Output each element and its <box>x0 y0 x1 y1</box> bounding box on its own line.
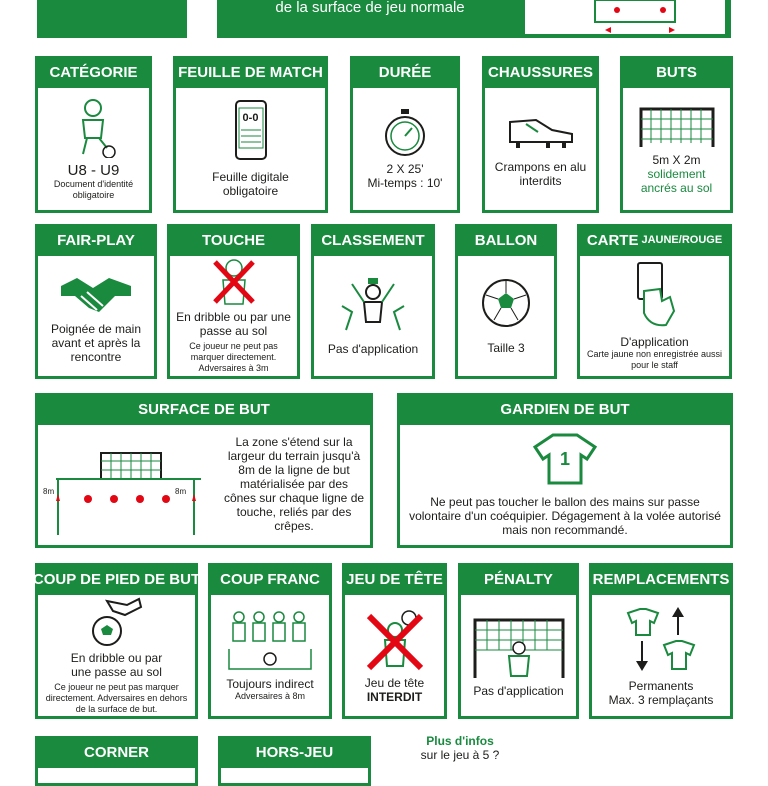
right-distance-label: 8m <box>175 487 187 496</box>
top-banner-text: de la surface de jeu normale <box>275 0 465 16</box>
classement-text: Pas d'application <box>327 342 419 356</box>
card-title: SURFACE DE BUT <box>35 393 373 425</box>
card-chaussures <box>482 56 599 213</box>
card-title: COUP DE PIED DE BUT <box>35 563 198 595</box>
handshake-icon <box>59 268 133 318</box>
gardien-text: Ne peut pas toucher le ballon des mains sur passe volontaire d'un coéquipier. Dégagement à la volée autorisé mais non recommandé. <box>409 495 721 537</box>
card-title: TOUCHE <box>167 224 300 256</box>
card-feuille-de-match <box>173 56 328 213</box>
card-classement <box>311 224 435 379</box>
hand-card-icon <box>630 261 680 331</box>
card-coup-franc <box>208 563 332 719</box>
buts-note: solidement ancrés au sol <box>640 167 713 195</box>
card-title: JEU DE TÊTE <box>342 563 447 595</box>
card-surface-de-but <box>35 393 373 548</box>
card-fair-play <box>35 224 157 379</box>
card-duree <box>350 56 460 213</box>
card-title: HORS-JEU <box>218 736 371 768</box>
card-title: BUTS <box>620 56 733 88</box>
surface-text: La zone s'étend sur la largeur du terrain jusqu'à 8m de la ligne de but matérialisée par des cônes sur chaque ligne de touche, reliés par des crêpes. <box>223 435 365 533</box>
football-icon <box>480 277 532 329</box>
card-buts <box>620 56 733 213</box>
carte-text: D'application <box>620 335 689 349</box>
football-boot-icon <box>506 110 576 150</box>
carte-title-small: JAUNE/ROUGE <box>641 234 723 246</box>
penalty-text: Pas d'application <box>473 683 564 698</box>
coup-franc-text: Toujours indirect <box>226 677 314 691</box>
goalkeeper-in-goal-icon <box>471 614 567 680</box>
throw-in-forbidden-icon <box>209 258 259 306</box>
remplacements-note: Max. 3 remplaçants <box>608 692 714 707</box>
field-icon <box>525 0 725 34</box>
carte-note: Carte jaune non enregistrée aussi pour le staff <box>586 349 723 370</box>
card-title: CATÉGORIE <box>35 56 152 88</box>
card-ballon <box>455 224 557 379</box>
ballon-text: Taille 3 <box>487 341 525 355</box>
more-info-subtitle: sur le jeu à 5 ? <box>420 748 500 762</box>
card-penalty <box>458 563 579 719</box>
card-gardien-de-but <box>397 393 733 548</box>
goalkeeper-jersey-icon <box>533 433 597 485</box>
card-carte <box>577 224 732 379</box>
duree-line1: 2 X 25' <box>386 162 424 176</box>
card-hors-jeu <box>218 736 371 786</box>
card-coup-de-pied-de-but <box>32 563 201 719</box>
player-kicking-icon <box>69 98 119 158</box>
buts-size: 5m X 2m <box>652 153 701 167</box>
categorie-value: U8 - U9 <box>67 161 120 179</box>
card-title: FAIR-PLAY <box>35 224 157 256</box>
card-corner <box>35 736 198 786</box>
field-diagram-partial <box>525 0 725 34</box>
jersey-number: 1 <box>559 449 570 469</box>
celebrating-team-icon <box>338 276 408 338</box>
card-title: CLASSEMENT <box>311 224 435 256</box>
goal-net-icon <box>637 103 717 149</box>
card-title: PÉNALTY <box>458 563 579 595</box>
goal-area-diagram-icon <box>46 451 226 541</box>
card-touche <box>167 224 300 379</box>
touche-text: En dribble ou par une passe au sol <box>176 310 291 338</box>
smartphone-icon <box>235 100 267 160</box>
screen-score: 0-0 <box>242 112 259 124</box>
left-distance-label: 8m <box>43 487 55 496</box>
card-title: CORNER <box>35 736 198 768</box>
more-info[interactable] <box>400 734 520 762</box>
goal-kick-note: Ce joueur ne peut pas marquer directement. Adversaires en dehors de la surface de but. <box>45 681 188 714</box>
top-banner <box>217 0 731 38</box>
card-title: DURÉE <box>350 56 460 88</box>
duree-line2: Mi-temps : 10' <box>367 176 443 190</box>
remplacements-text: Permanents <box>628 678 694 693</box>
card-categorie <box>35 56 152 213</box>
card-title: BALLON <box>455 224 557 256</box>
coup-franc-note: Adversaires à 8m <box>234 691 306 701</box>
card-jeu-de-tete <box>342 563 447 719</box>
card-remplacements <box>589 563 733 719</box>
header-forbidden-icon <box>361 608 429 672</box>
jeu-de-tete-text: Jeu de tête <box>364 675 425 690</box>
card-title: COUP FRANC <box>208 563 332 595</box>
fair-play-text: Poignée de main avant et après la rencontre <box>50 322 142 364</box>
top-left-panel <box>37 0 187 38</box>
card-title: GARDIEN DE BUT <box>397 393 733 425</box>
stopwatch-icon <box>382 108 428 158</box>
touche-note: Ce joueur ne peut pas marquer directement. Adversaires à 3m <box>189 341 278 373</box>
substitution-icon <box>616 605 706 675</box>
card-title: REMPLACEMENTS <box>589 563 733 595</box>
chaussures-text: Crampons en alu interdits <box>494 160 587 188</box>
card-title: CHAUSSURES <box>482 56 599 88</box>
goal-kick-text: En dribble ou par une passe au sol <box>70 650 163 679</box>
categorie-note: Document d'identité obligatoire <box>53 178 134 200</box>
carte-title: CARTE <box>586 231 639 249</box>
card-title <box>577 224 732 256</box>
goal-kick-icon <box>87 597 147 647</box>
defensive-wall-icon <box>225 609 315 673</box>
card-title: FEUILLE DE MATCH <box>173 56 328 88</box>
jeu-de-tete-status: INTERDIT <box>366 689 423 704</box>
more-info-title: Plus d'infos <box>426 734 494 748</box>
feuille-text: Feuille digitale obligatoire <box>212 170 289 198</box>
